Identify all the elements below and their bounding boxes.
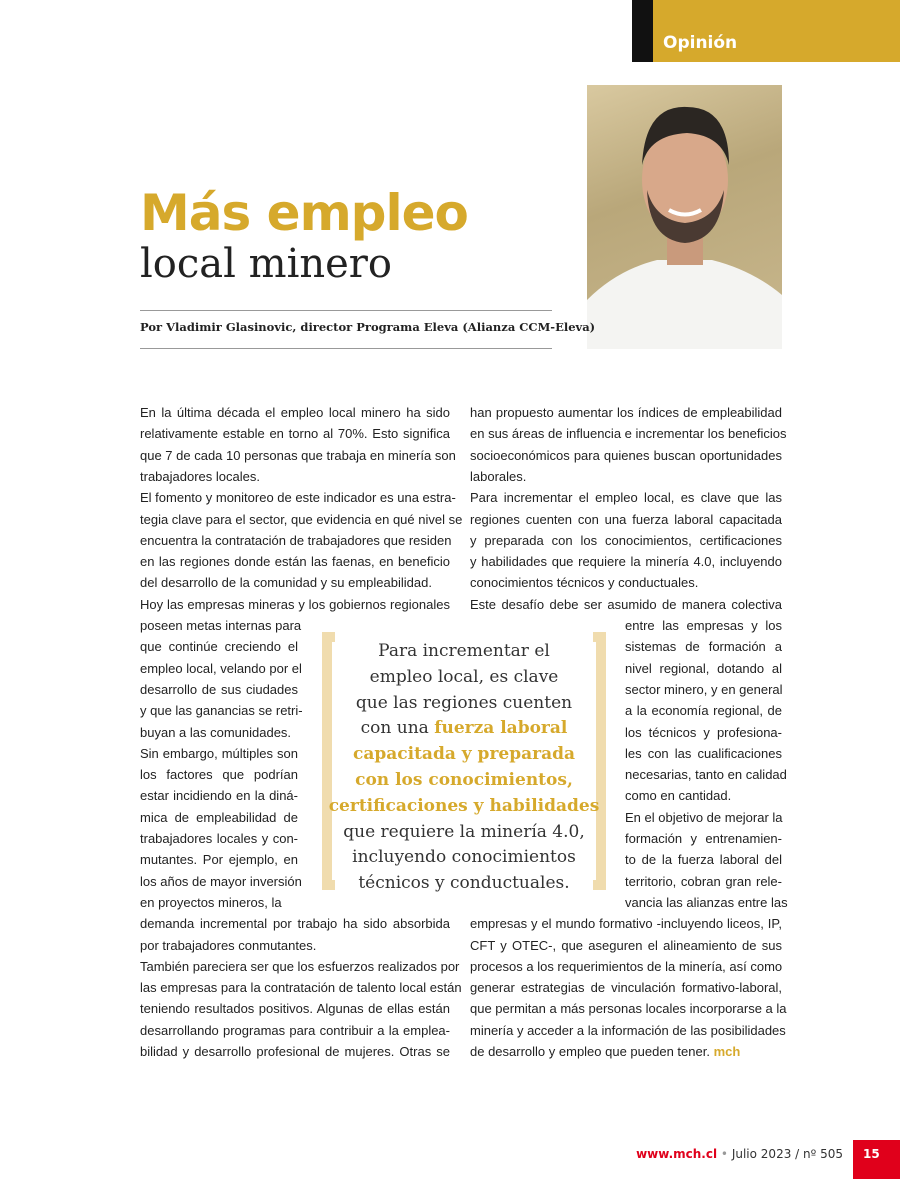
pull-quote-text: capacitada y preparada — [353, 744, 575, 765]
line-text: En el objetivo de mejorar la — [625, 809, 783, 825]
body-text-line — [470, 490, 782, 506]
line-text: empresas y el mundo formativo -incluyendo liceos, IP, — [470, 916, 782, 932]
pull-quote-text: con los conocimientos, — [355, 770, 573, 790]
pull-quote-line — [322, 819, 606, 845]
body-text-line — [140, 1023, 450, 1039]
body-text-line — [625, 618, 782, 634]
line-text: estar incidiendo en la diná- — [140, 788, 298, 804]
body-text-line — [470, 448, 782, 464]
body-text-line — [625, 831, 782, 847]
line-text: en proyectos mineros, la — [140, 894, 282, 910]
line-text: encuentra la contratación de trabajadores que residen — [140, 532, 452, 548]
body-text-line — [140, 895, 298, 911]
line-text: y habilidades que requiere la minería 4.0, incluyendo — [470, 554, 782, 570]
body-text-line — [470, 1022, 786, 1039]
body-text-line — [140, 938, 450, 954]
body-text-line — [140, 469, 450, 485]
body-text-line — [140, 810, 298, 826]
body-text-line — [140, 533, 450, 549]
line-text: las empresas para la contratación de talento local están — [140, 980, 462, 996]
pull-quote-text: técnicos y conductuales. — [358, 873, 570, 894]
line-text: del desarrollo de la comunidad y su empleabilidad. — [140, 575, 432, 591]
line-text: y preparada con los conocimientos, certificaciones — [470, 532, 782, 548]
line-text: sector minero, y en general — [625, 681, 783, 697]
body-text-line — [140, 725, 298, 741]
line-text: CFT y OTEC-, que aseguren el alineamiento de sus — [470, 937, 782, 953]
pull-quote-text: empleo local, es clave — [369, 666, 559, 687]
body-text-line — [470, 426, 787, 442]
body-text-line — [140, 639, 298, 655]
section-label: Opinión — [663, 33, 738, 53]
line-text: desarrollo de sus ciudades — [140, 681, 298, 697]
body-text-line — [625, 852, 782, 868]
body-text-line — [140, 916, 450, 932]
line-text: por trabajadores conmutantes. — [140, 937, 317, 953]
pull-quote-line — [322, 741, 606, 767]
line-text: laborales. — [470, 468, 527, 484]
line-text: También pareciera ser que los esfuerzos realizados por — [140, 958, 460, 974]
body-text-line — [470, 959, 782, 975]
footer-url[interactable]: www.mch.cl — [636, 1147, 718, 1161]
body-text-line — [140, 554, 450, 570]
body-text-line — [470, 575, 782, 591]
line-text: los años de mayor inversión — [140, 873, 302, 889]
page-number: 15 — [863, 1147, 880, 1161]
line-text: nivel regional, dotando al — [625, 660, 782, 676]
line-text: tegia clave para el sector, que evidencia en qué nivel se — [140, 511, 463, 527]
line-text: relativamente estable en torno al 70%. Esto significa — [140, 426, 450, 442]
body-text-line — [140, 682, 298, 698]
line-text: formación y entrenamien- — [625, 831, 782, 846]
divider — [140, 348, 552, 349]
line-text: to de la fuerza laboral del — [625, 852, 782, 868]
body-text-line — [470, 469, 782, 485]
body-text-line — [140, 980, 462, 996]
page-number-box — [853, 1140, 900, 1179]
body-text-line — [625, 703, 782, 719]
pull-quote-line — [322, 793, 606, 819]
line-text: Para incrementar el empleo local, es clave que las — [470, 490, 782, 506]
body-text-line — [470, 405, 782, 421]
body-text-line — [140, 767, 298, 783]
pull-quote — [322, 632, 606, 894]
body-text-line — [625, 767, 787, 783]
body-text-line — [470, 1044, 782, 1060]
author-photo — [587, 85, 782, 349]
line-text: trabajadores locales. — [140, 468, 260, 484]
pull-quote-line — [322, 715, 606, 741]
body-text-line — [625, 894, 788, 911]
pull-quote-text: que requiere la minería 4.0, — [343, 821, 585, 842]
line-text: empleo local, velando por el — [140, 660, 302, 676]
line-text: territorio, cobran gran rele- — [625, 873, 782, 889]
body-text-line — [140, 703, 303, 719]
byline: Por Vladimir Glasinovic, director Programa Eleva (Alianza CCM-Eleva) — [140, 320, 596, 334]
line-text: procesos a los requerimientos de la minería, así como — [470, 958, 783, 974]
body-text-line — [140, 575, 450, 591]
line-text: de desarrollo y empleo que pueden tener. — [470, 1044, 710, 1059]
body-text-line — [140, 746, 298, 762]
line-text: En la última década el empleo local minero ha sido — [140, 405, 450, 420]
body-text-line — [470, 1001, 787, 1017]
line-text: les con las cualificaciones — [625, 745, 782, 761]
body-text-line — [140, 831, 298, 847]
body-text-line — [140, 511, 463, 528]
pull-quote-line — [322, 664, 606, 690]
body-text-line — [470, 533, 782, 549]
line-text: socioeconómicos para quienes buscan oportunidades — [470, 447, 782, 463]
body-text-line — [140, 597, 450, 613]
body-text-line — [140, 852, 298, 868]
line-text: han propuesto aumentar los índices de empleabilidad — [470, 405, 782, 420]
pull-quote-line — [322, 767, 606, 793]
line-text: que continúe creciendo el — [140, 639, 298, 655]
body-text-line — [470, 512, 782, 528]
body-text-line — [625, 639, 782, 655]
line-text: trabajadores locales y con- — [140, 831, 298, 846]
line-text: a la economía regional, de — [625, 703, 782, 719]
line-text: que permitan a más personas locales incorporarse a la — [470, 1001, 787, 1017]
line-text: El fomento y monitoreo de este indicador es una estra- — [140, 490, 456, 506]
body-text-line — [625, 661, 782, 677]
pull-quote-line — [322, 638, 606, 664]
pull-quote-highlight: fuerza laboral — [434, 718, 568, 739]
line-text: regiones cuenten con una fuerza laboral capacitada — [470, 511, 782, 527]
line-text: vancia las alianzas entre las — [625, 894, 788, 910]
divider — [140, 310, 552, 311]
pull-quote-text: certificaciones y habilidades — [328, 795, 600, 816]
line-text: y que las ganancias se retri- — [140, 703, 303, 719]
body-text-line — [140, 1044, 450, 1060]
line-text: en las regiones donde están las faenas, en beneficio — [140, 554, 450, 570]
line-text: Hoy las empresas mineras y los gobiernos regionales — [140, 596, 450, 612]
footer-issue: Julio 2023 / nº 505 — [731, 1147, 843, 1161]
body-text-line — [470, 916, 782, 932]
line-text: generar estrategias de vinculación formativo-laboral, — [470, 980, 782, 996]
body-text-line — [625, 746, 782, 762]
line-text: necesarias, tanto en calidad — [625, 767, 787, 783]
pull-quote-text: incluyendo conocimientos — [352, 847, 576, 868]
line-text: teniendo resultados positivos. Algunas de ellas están — [140, 1001, 450, 1017]
body-text-line — [470, 554, 782, 570]
line-text: como en cantidad. — [625, 788, 732, 804]
line-text: bilidad y desarrollo profesional de mujeres. Otras se — [140, 1044, 450, 1059]
line-text: los técnicos y profesiona- — [625, 724, 782, 740]
pull-quote-line — [322, 870, 606, 896]
line-text: Sin embargo, múltiples son — [140, 745, 298, 761]
body-text-line — [470, 597, 782, 613]
line-text: conocimientos técnicos y conductuales. — [470, 575, 699, 591]
body-text-line — [140, 958, 460, 975]
line-text: poseen metas internas para — [140, 618, 302, 633]
body-text-line — [470, 980, 782, 996]
body-text-line — [140, 788, 298, 804]
line-text: que 7 de cada 10 personas que trabaja en minería son — [140, 447, 456, 463]
line-text: mica de empleabilidad de — [140, 809, 298, 825]
footer-info — [636, 1147, 843, 1161]
line-text: en sus áreas de influencia e incrementar los beneficios — [470, 426, 787, 442]
section-banner — [653, 0, 900, 62]
line-text: demanda incremental por trabajo ha sido absorbida — [140, 916, 450, 932]
pull-quote-text: Para incrementar el — [378, 641, 550, 661]
body-text-line — [140, 447, 456, 464]
body-text-line — [140, 490, 456, 506]
body-text-line — [140, 873, 302, 890]
body-text-line — [140, 1001, 450, 1017]
body-text-line — [140, 426, 450, 442]
mch-end-mark: mch — [713, 1044, 741, 1059]
pull-quote-line — [322, 690, 606, 716]
body-text-line — [625, 874, 782, 890]
line-text: Este desafío debe ser asumido de manera colectiva — [470, 596, 782, 612]
body-text-line — [625, 788, 782, 804]
line-text: minería y acceder a la información de las posibilidades — [470, 1022, 786, 1038]
pull-quote-text: con una — [360, 718, 435, 739]
line-text: entre las empresas y los — [625, 618, 782, 633]
pull-quote-line — [322, 844, 606, 870]
pull-quote-text: que las regiones cuenten — [355, 692, 573, 713]
body-text-line — [625, 810, 782, 826]
line-text: sistemas de formación a — [625, 639, 782, 655]
body-text-line — [140, 405, 450, 421]
body-text-line — [625, 725, 782, 741]
line-text: mutantes. Por ejemplo, en — [140, 852, 298, 868]
line-text: los factores que podrían — [140, 767, 298, 783]
line-text: buyan a las comunidades. — [140, 724, 292, 740]
body-text-line — [625, 682, 782, 698]
line-text: desarrollando programas para contribuir a la emplea- — [140, 1022, 450, 1038]
body-text-line — [470, 938, 782, 954]
header-black-tab — [632, 0, 653, 62]
body-text-line — [140, 660, 302, 677]
title-light: local minero — [140, 241, 392, 287]
title-bold: Más empleo — [140, 184, 468, 242]
footer-separator: • — [720, 1147, 728, 1161]
